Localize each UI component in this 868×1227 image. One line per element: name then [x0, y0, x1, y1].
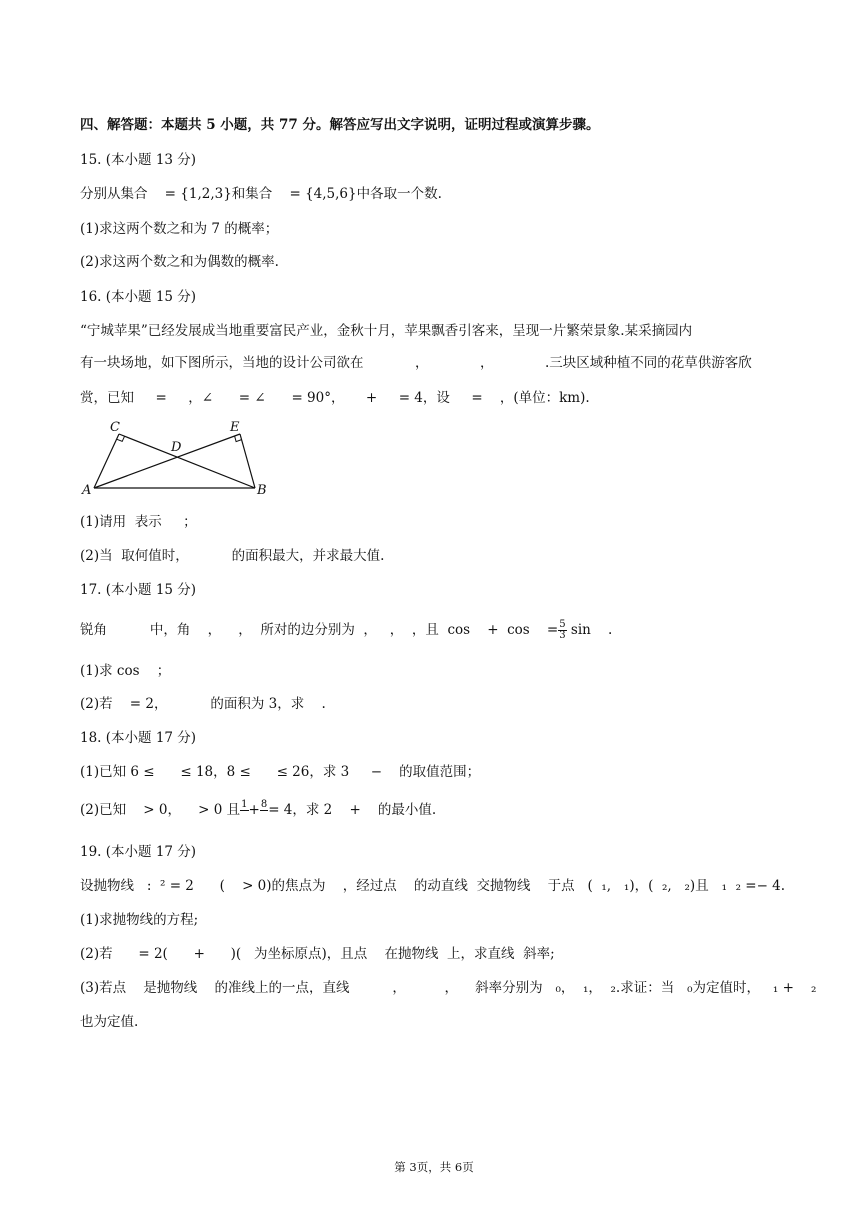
section-heading: 四、解答题：本题共 5 小题，共 77 分。解答应写出文字说明，证明过程或演算步骤。	[80, 117, 600, 133]
q15-title: 15. (本小题 13 分)	[80, 152, 197, 168]
q16-line1: “宁城苹果”已经发展成当地重要富民产业，金秋十月，苹果飘香引客来，呈现一片繁荣景象.某采摘园内	[80, 323, 693, 339]
q16-line2: 有一块场地，如下图所示，当地的设计公司欲在 ， ， .三块区域种植不同的花草供游客欣	[80, 355, 752, 371]
q16-part1: (1)请用 表示 ；	[80, 514, 197, 530]
q18-part2	[80, 800, 808, 821]
q16-line3: 赏，已知 = ，∠ = ∠ = 90°， + = 4，设 = ，(单位：km).	[80, 390, 590, 406]
q18-frac2-numerator: 8	[260, 799, 268, 810]
q15-stem: 分别从集合 = {1,2,3}和集合 = {4,5,6}中各取一个数.	[80, 186, 442, 202]
q16-geometry-figure	[80, 418, 280, 500]
q18-frac2-denominator	[260, 811, 268, 821]
q17-fraction	[558, 620, 566, 641]
q17-part2: (2)若 = 2， 的面积为 3，求 .	[80, 696, 326, 712]
q18-plus: +	[248, 802, 260, 818]
segment-eb	[240, 434, 255, 488]
q19-part1: (1)求抛物线的方程;	[80, 912, 199, 928]
q16-title: 16. (本小题 15 分)	[80, 289, 197, 305]
q17-part1: (1)求 cos ；	[80, 663, 171, 679]
q18-frac1-numerator: 1	[241, 799, 248, 810]
label-a: A	[82, 483, 92, 498]
q18-fraction-1	[240, 800, 248, 821]
q17-stem-text: 锐角 中，角 ， ， 所对的边分别为 ， ， ，且 cos + cos =	[80, 622, 559, 638]
q17-frac-numerator: 5	[559, 619, 566, 630]
q15-part1: (1)求这两个数之和为 7 的概率；	[80, 221, 279, 237]
q18-title: 18. (本小题 17 分)	[80, 730, 197, 746]
label-e: E	[230, 420, 240, 435]
q19-stem: 设抛物线 : ² = 2 ( > 0)的焦点为 ，经过点 的动直线 交抛物线 于点 ( ₁, ₁)，( ₂, ₂)且 ₁ ₂ =− 4.	[80, 878, 786, 894]
q19-title: 19. (本小题 17 分)	[80, 844, 197, 860]
q18-fraction-2	[260, 800, 268, 821]
q19-part2: (2)若 = 2( + )( 为坐标原点)，且点 在抛物线 上，求直线 斜率;	[80, 946, 555, 962]
q17-stem	[80, 620, 808, 641]
q19-part3: (3)若点 是抛物线 的准线上的一点，直线 ， ， 斜率分别为 ₀， ₁， ₂.求证：当 ₀为定值时， ₁ + ₂	[80, 980, 817, 996]
q16-part2: (2)当 取何值时， 的面积最大，并求最大值.	[80, 548, 385, 564]
q19-part3-cont: 也为定值.	[80, 1014, 139, 1030]
q17-frac-denominator: 3	[559, 630, 566, 641]
q18-part1: (1)已知 6 ≤ ≤ 18，8 ≤ ≤ 26，求 3 − 的取值范围；	[80, 764, 481, 780]
page-footer: 第 3页，共 6页	[394, 1160, 474, 1174]
q17-stem-tail: sin .	[566, 622, 613, 638]
q18-frac1-denominator	[240, 811, 248, 821]
q18-part2-tail: = 4，求 2 + 的最小值.	[268, 802, 437, 818]
label-c: C	[110, 420, 120, 435]
q15-part2: (2)求这两个数之和为偶数的概率.	[80, 254, 279, 270]
segment-cb	[119, 434, 255, 488]
label-d: D	[171, 440, 182, 455]
q17-title: 17. (本小题 15 分)	[80, 582, 197, 598]
label-b: B	[257, 483, 267, 498]
q18-part2-text: (2)已知 > 0， > 0 且	[80, 802, 241, 818]
